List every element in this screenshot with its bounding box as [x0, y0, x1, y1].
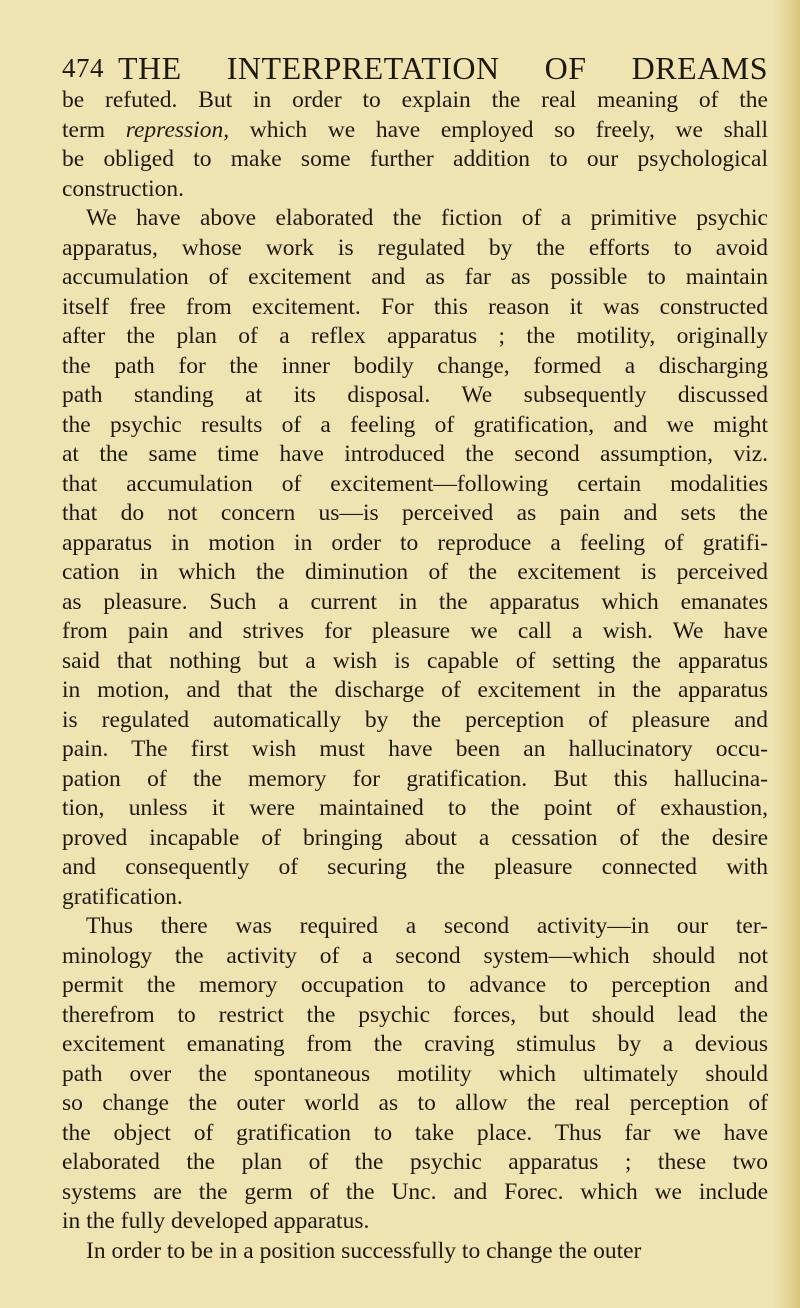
text-line: elaborated the plan of the psychic apparatus ; these two [62, 1149, 768, 1175]
text-line: systems are the germ of the Unc. and Forec. which we include [62, 1178, 768, 1205]
text-line: the path for the inner bodily change, formed a discharging [62, 352, 768, 379]
text-line: be obliged to make some further addition to our psychological [62, 146, 768, 172]
running-header [62, 52, 768, 84]
text-line: cation in which the diminution of the excitement is perceived [62, 559, 768, 585]
text-line: after the plan of a reflex apparatus ; the motility, originally [62, 323, 768, 349]
text-line: in motion, and that the discharge of excitement in the apparatus [62, 677, 768, 703]
text-line: apparatus, whose work is regulated by the efforts to avoid [62, 234, 768, 261]
italic-term: repression, [125, 116, 230, 143]
text-line: be refuted. But in order to explain the real meaning of the [62, 87, 768, 113]
text-line: construction. [62, 175, 185, 202]
text-line: accumulation of excitement and as far as possible to maintain [62, 264, 768, 290]
text-line: as pleasure. Such a current in the apparatus which emanates [62, 588, 768, 615]
text-line: itself free from excitement. For this reason it was constructed [62, 293, 768, 320]
text-line: minology the activity of a second system—which should not [62, 942, 768, 969]
page-edge-shadow [774, 0, 800, 1308]
text-line: at the same time have introduced the second assumption, viz. [62, 441, 768, 467]
text-line: path over the spontaneous motility which ultimately should [62, 1060, 768, 1087]
text-segment: term [62, 116, 126, 143]
text-line: excitement emanating from the craving stimulus by a devious [62, 1031, 768, 1057]
text-line: permit the memory occupation to advance to perception and [62, 972, 768, 998]
text-line: therefrom to restrict the psychic forces, but should lead the [62, 1001, 768, 1028]
running-title: THE INTERPRETATION OF DREAMS [118, 50, 768, 86]
text-line: that do not concern us—is perceived as pain and sets the [62, 500, 768, 526]
text-line: We have above elaborated the fiction of a primitive psychic [86, 205, 768, 231]
text-line: from pain and strives for pleasure we call a wish. We have [62, 618, 768, 644]
text-line: that accumulation of excitement—following certain modalities [62, 470, 768, 497]
text-line: the object of gratification to take place. Thus far we have [62, 1119, 768, 1146]
text-line: Thus there was required a second activity—in our ter- [86, 913, 768, 939]
text-line: the psychic results of a feeling of gratification, and we might [62, 411, 768, 438]
text-line: gratification. [62, 883, 183, 910]
text-line: proved incapable of bringing about a cessation of the desire [62, 824, 768, 851]
text-segment: which we have employed so freely, we shall [229, 116, 768, 143]
text-line: and consequently of securing the pleasure connected with [62, 854, 768, 880]
text-line: said that nothing but a wish is capable of setting the apparatus [62, 647, 768, 674]
text-line: is regulated automatically by the perception of pleasure and [62, 706, 768, 733]
body-text [62, 86, 768, 1266]
text-line: tion, unless it were maintained to the point of exhaustion, [62, 795, 768, 821]
text-line: In order to be in a position successfully to change the outer [86, 1237, 642, 1264]
text-line: path standing at its disposal. We subsequently discussed [62, 382, 768, 408]
text-line: pain. The first wish must have been an hallucinatory occu- [62, 736, 768, 762]
text-line: pation of the memory for gratification. But this hallucina- [62, 765, 768, 792]
text-line: apparatus in motion in order to reproduce a feeling of gratifi- [62, 529, 768, 556]
text-line: in the fully developed apparatus. [62, 1208, 370, 1234]
text-line [62, 116, 768, 146]
text-line: so change the outer world as to allow the real perception of [62, 1090, 768, 1116]
page-number: 474 [62, 53, 104, 83]
